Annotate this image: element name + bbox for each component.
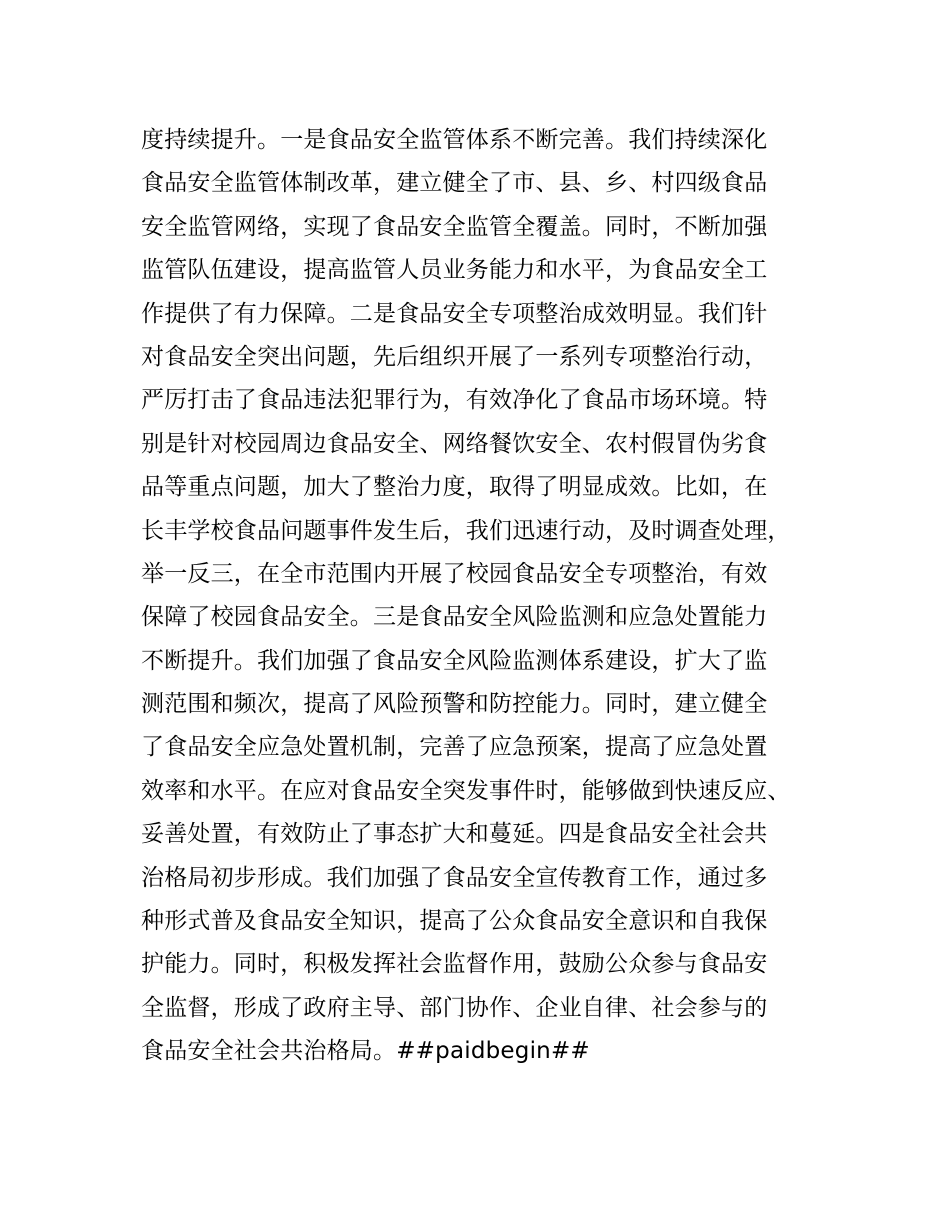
text-line: 不断提升。我们加强了食品安全风险监测体系建设，扩大了监 <box>141 647 768 674</box>
text-line: 保障了校园食品安全。三是食品安全风险监测和应急处置能力 <box>141 604 768 631</box>
body-paragraph <box>141 119 861 1074</box>
text-line: 举一反三，在全市范围内开展了校园食品安全专项整治，有效 <box>141 560 768 587</box>
text-line: 测范围和频次，提高了风险预警和防控能力。同时，建立健全 <box>141 691 768 718</box>
text-line: 食品安全监管体制改革，建立健全了市、县、乡、村四级食品 <box>141 170 768 197</box>
text-line: 对食品安全突出问题，先后组织开展了一系列专项整治行动， <box>141 343 768 370</box>
text-line: 别是针对校园周边食品安全、网络餐饮安全、农村假冒伪劣食 <box>141 430 768 457</box>
text-line: 长丰学校食品问题事件发生后，我们迅速行动，及时调查处理， <box>141 517 791 544</box>
text-line: 度持续提升。一是食品安全监管体系不断完善。我们持续深化 <box>141 127 768 153</box>
text-line: 全监督，形成了政府主导、部门协作、企业自律、社会参与的 <box>141 994 768 1021</box>
text-line: 安全监管网络，实现了食品安全监管全覆盖。同时，不断加强 <box>141 213 768 240</box>
text-line: 食品安全社会共治格局。##paidbegin## <box>141 1038 590 1065</box>
text-line: 监管队伍建设，提高监管人员业务能力和水平，为食品安全工 <box>141 257 768 284</box>
text-line: 作提供了有力保障。二是食品安全专项整治成效明显。我们针 <box>141 300 768 327</box>
text-line: 种形式普及食品安全知识，提高了公众食品安全意识和自我保 <box>141 908 768 935</box>
text-line: 效率和水平。在应对食品安全突发事件时，能够做到快速反应、 <box>141 777 791 804</box>
text-line: 妥善处置，有效防止了事态扩大和蔓延。四是食品安全社会共 <box>141 821 768 848</box>
text-line: 品等重点问题，加大了整治力度，取得了明显成效。比如，在 <box>141 474 768 501</box>
text-line: 护能力。同时，积极发挥社会监督作用，鼓励公众参与食品安 <box>141 951 768 978</box>
text-line: 严厉打击了食品违法犯罪行为，有效净化了食品市场环境。特 <box>141 387 768 414</box>
text-line: 治格局初步形成。我们加强了食品安全宣传教育工作，通过多 <box>141 864 768 891</box>
text-line: 了食品安全应急处置机制，完善了应急预案，提高了应急处置 <box>141 734 768 761</box>
